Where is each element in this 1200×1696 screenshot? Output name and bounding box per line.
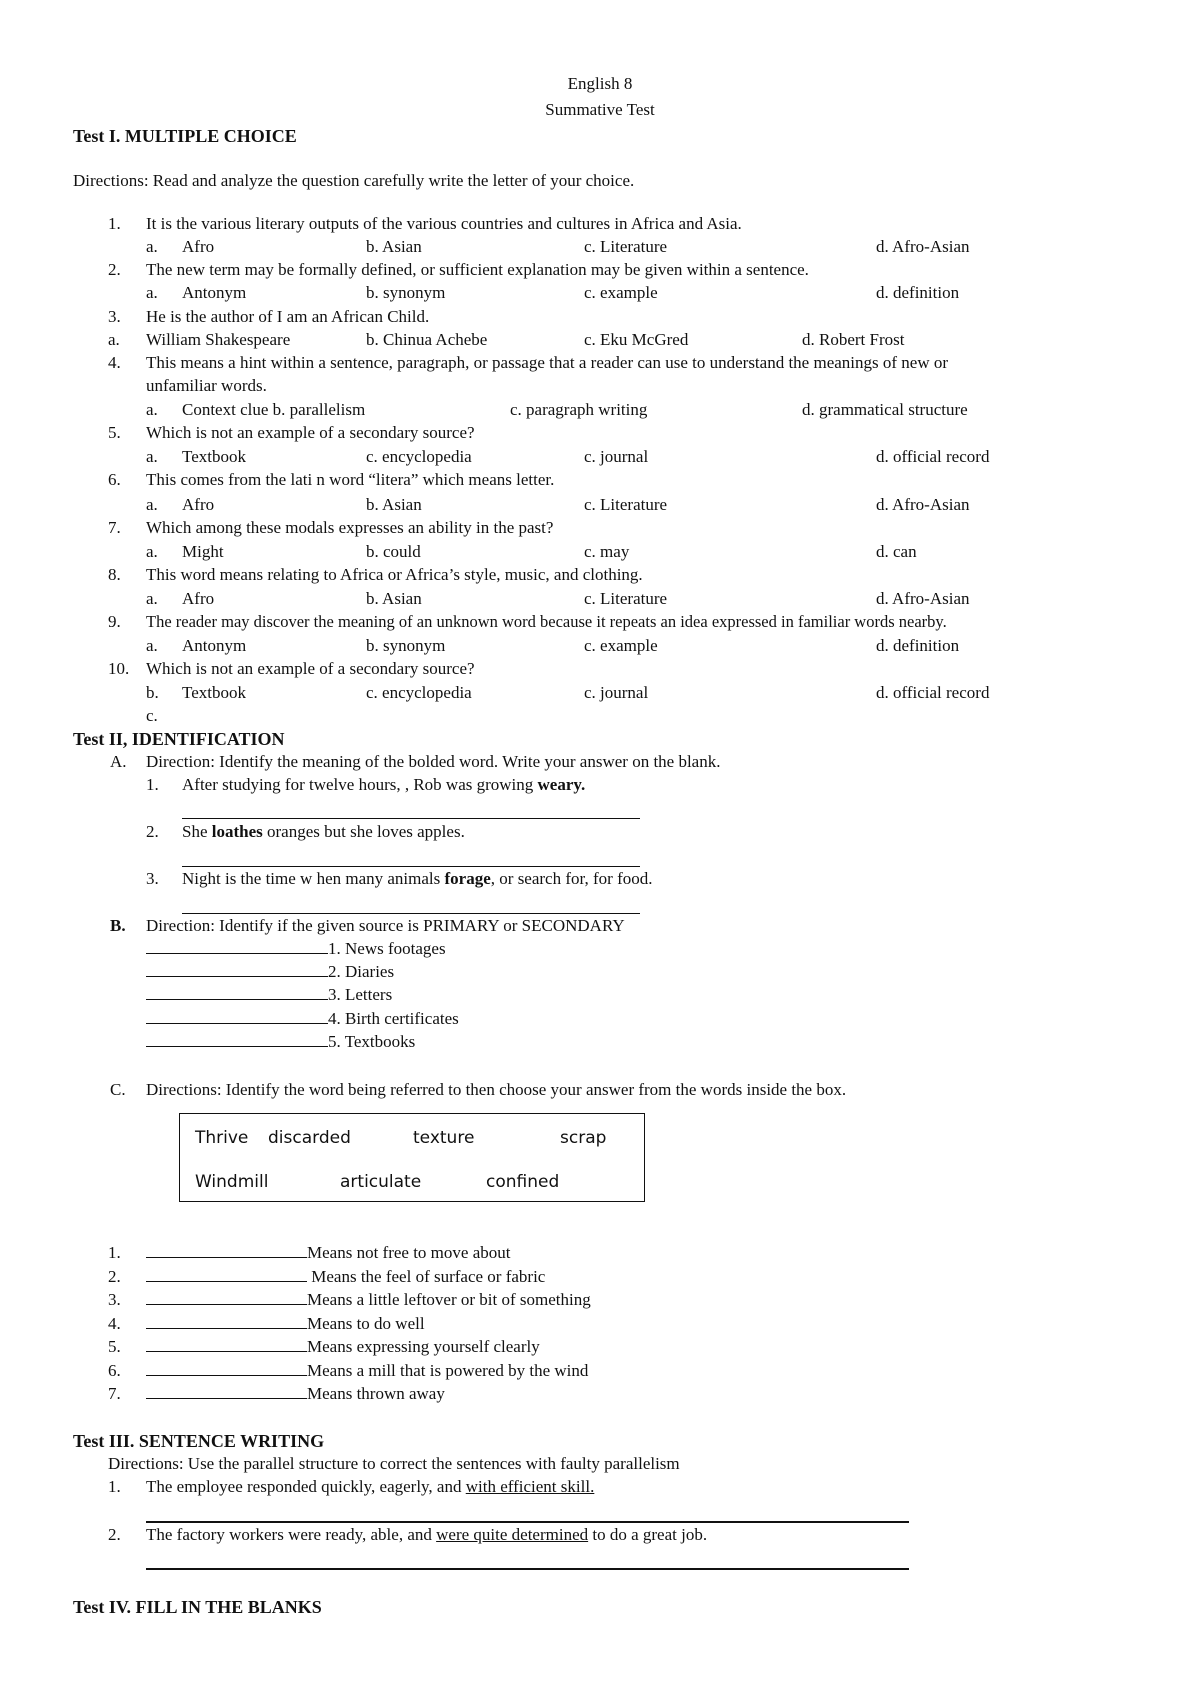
partB-item-1: 1. News footages [146,939,446,959]
partA-item3-number: 3. [146,869,159,888]
q7-number: 7. [108,518,121,537]
test2-partC-direction: Directions: Identify the word being referred to then choose your answer from the words inside the box. [146,1080,847,1099]
q9-option-b: b. synonym [366,636,446,655]
q6-option-c: c. Literature [584,495,668,514]
document-subject: English 8 [567,74,633,93]
q5-option-a-letter: a. [146,447,158,466]
word-choice-discarded: discarded [268,1128,351,1148]
test1-directions: Directions: Read and analyze the question carefully write the letter of your choice. [73,171,635,190]
q10-option-a-letter: b. [146,683,159,702]
q10-option-b: c. encyclopedia [366,683,472,702]
word-choice-texture: texture [413,1128,475,1148]
q3-option-a: William Shakespeare [146,330,291,349]
partB-item-3: 3. Letters [146,985,392,1005]
partA-item3-sentence: Night is the time w hen many animals forage, or search for, for food. [182,869,653,888]
q7-option-a: Might [182,542,224,561]
q4-option-d: d. grammatical structure [802,400,968,419]
q7-option-b: b. could [366,542,421,561]
q9-number: 9. [108,612,121,631]
q6-option-a: Afro [182,495,215,514]
partC-item2: Means the feel of surface or fabric [146,1267,545,1287]
partC-item3-number: 3. [108,1290,121,1309]
q8-option-b: b. Asian [366,589,422,608]
partC-item5-blank[interactable] [146,1337,307,1352]
partC-item6-number: 6. [108,1361,121,1380]
partC-item4: Means to do well [146,1314,425,1334]
q7-text: Which among these modals expresses an ability in the past? [146,518,554,537]
word-choice-scrap: scrap [560,1128,607,1148]
q3-text: He is the author of I am an African Child. [146,307,430,326]
partC-item7: Means thrown away [146,1384,445,1404]
test3-directions: Directions: Use the parallel structure to correct the sentences with faulty parallelism [108,1454,680,1473]
q5-option-c: c. journal [584,447,649,466]
q5-text: Which is not an example of a secondary source? [146,423,475,442]
q3-option-d: d. Robert Frost [802,330,905,349]
partC-item7-blank[interactable] [146,1384,307,1399]
q6-option-a-letter: a. [146,495,158,514]
q10-extra-letter: c. [146,706,158,725]
q7-option-d: d. can [876,542,917,561]
partC-item5: Means expressing yourself clearly [146,1337,540,1357]
q2-option-b: b. synonym [366,283,446,302]
partA-item1-bold-word: weary. [537,775,586,794]
q2-text: The new term may be formally defined, or sufficient explanation may be given within a sentence. [146,260,809,279]
q8-option-a: Afro [182,589,215,608]
partB-item-1-blank[interactable] [146,939,328,954]
q4-option-a: Context clue b. parallelism [182,400,366,419]
partA-item1-sentence: After studying for twelve hours, , Rob was growing weary. [182,775,586,794]
word-choice-thrive: Thrive [195,1128,249,1148]
test3-sentence1: The employee responded quickly, eagerly, and with efficient skill. [146,1477,595,1496]
test2-title: Test II, IDENTIFICATION [73,729,285,749]
q8-number: 8. [108,565,121,584]
test3-s1-number: 1. [108,1477,121,1496]
test3-sentence2: The factory workers were ready, able, and were quite determined to do a great job. [146,1525,708,1544]
q1-option-c: c. Literature [584,237,668,256]
q7-option-c: c. may [584,542,630,561]
word-choice-articulate: articulate [340,1172,422,1192]
q10-option-d: d. official record [876,683,990,702]
q3-option-c: c. Eku McGred [584,330,689,349]
q8-option-d: d. Afro-Asian [876,589,970,608]
partB-item-5-blank[interactable] [146,1032,328,1047]
q9-option-a: Antonym [182,636,247,655]
q6-option-d: d. Afro-Asian [876,495,970,514]
partA-item2-sentence: She loathes oranges but she loves apples. [182,822,465,841]
q1-number: 1. [108,214,121,233]
word-choice-windmill: Windmill [195,1172,269,1192]
partA-item3-answer-blank[interactable] [182,913,640,914]
q9-text: The reader may discover the meaning of an unknown word because it repeats an idea expressed in familiar words nearby. [146,612,947,631]
q8-text: This word means relating to Africa or Africa’s style, music, and clothing. [146,565,643,584]
q9-option-c: c. example [584,636,658,655]
partC-item3: Means a little leftover or bit of something [146,1290,591,1310]
q6-text: This comes from the lati n word “litera” which means letter. [146,470,555,489]
word-choice-box [179,1113,645,1202]
q3-option-b: b. Chinua Achebe [366,330,488,349]
partC-item6: Means a mill that is powered by the wind [146,1361,588,1381]
q3-option-a-letter: a. [108,330,120,349]
partC-item3-blank[interactable] [146,1290,307,1305]
q1-text: It is the various literary outputs of the various countries and cultures in Africa and Asia. [146,214,742,233]
partA-item2-answer-blank[interactable] [182,866,640,867]
partC-item4-number: 4. [108,1314,121,1333]
q2-option-d: d. definition [876,283,960,302]
test3-title: Test III. SENTENCE WRITING [73,1431,325,1451]
test3-sentence2-faulty-part: were quite determined [436,1525,589,1544]
partB-item-4-blank[interactable] [146,1009,328,1024]
q4-text-line1: This means a hint within a sentence, paragraph, or passage that a reader can use to understand the meanings of new or [146,353,949,372]
test3-sentence1-answer-line[interactable] [146,1521,909,1523]
partB-item-2: 2. Diaries [146,962,394,982]
q8-option-a-letter: a. [146,589,158,608]
q2-number: 2. [108,260,121,279]
test2-partB-letter: B. [110,916,126,935]
test4-title: Test IV. FILL IN THE BLANKS [73,1597,322,1617]
test2-partB-direction: Direction: Identify if the given source is PRIMARY or SECONDARY [146,916,625,935]
q6-number: 6. [108,470,121,489]
q5-number: 5. [108,423,121,442]
partC-item1-blank[interactable] [146,1243,307,1258]
partC-item1-number: 1. [108,1243,121,1262]
partC-item1: Means not free to move about [146,1243,510,1263]
test2-partA-direction: Direction: Identify the meaning of the bolded word. Write your answer on the blank. [146,752,721,771]
test1-title: Test I. MULTIPLE CHOICE [73,126,297,146]
partB-item-2-blank[interactable] [146,962,328,977]
test3-sentence2-answer-line[interactable] [146,1568,909,1570]
q3-number: 3. [108,307,121,326]
q9-option-d: d. definition [876,636,960,655]
q2-option-c: c. example [584,283,658,302]
partA-item3-bold-word: forage [444,869,491,888]
q4-option-c: c. paragraph writing [510,400,648,419]
partB-item-3-blank[interactable] [146,985,328,1000]
q5-option-a: Textbook [182,447,246,466]
q4-number: 4. [108,353,121,372]
partA-item2-bold-word: loathes [211,822,263,841]
q5-option-b: c. encyclopedia [366,447,472,466]
test2-partC-letter: C. [110,1080,126,1099]
partC-item7-number: 7. [108,1384,121,1403]
partA-item1-answer-blank[interactable] [182,818,640,819]
q6-option-b: b. Asian [366,495,422,514]
partC-item5-number: 5. [108,1337,121,1356]
partC-item4-blank[interactable] [146,1314,307,1329]
q7-option-a-letter: a. [146,542,158,561]
q10-option-c: c. journal [584,683,649,702]
q1-option-a-letter: a. [146,237,158,256]
partB-item-5: 5. Textbooks [146,1032,415,1052]
q1-option-b: b. Asian [366,237,422,256]
q2-option-a: Antonym [182,283,247,302]
q4-text-line2: unfamiliar words. [146,376,267,395]
q8-option-c: c. Literature [584,589,668,608]
partA-item2-number: 2. [146,822,159,841]
document-test-type: Summative Test [545,100,655,119]
word-choice-confined: confined [486,1172,560,1192]
test3-s2-number: 2. [108,1525,121,1544]
test2-partA-letter: A. [110,752,127,771]
q10-option-a: Textbook [182,683,246,702]
test3-sentence1-faulty-part: with efficient skill. [465,1477,595,1496]
partC-item2-number: 2. [108,1267,121,1286]
partC-item6-blank[interactable] [146,1361,307,1376]
partA-item1-number: 1. [146,775,159,794]
partB-item-4: 4. Birth certificates [146,1009,459,1029]
q9-option-a-letter: a. [146,636,158,655]
partC-item2-blank[interactable] [146,1267,307,1282]
q10-text: Which is not an example of a secondary source? [146,659,475,678]
q1-option-a: Afro [182,237,215,256]
q5-option-d: d. official record [876,447,990,466]
q1-option-d: d. Afro-Asian [876,237,970,256]
q2-option-a-letter: a. [146,283,158,302]
q4-option-a-letter: a. [146,400,158,419]
q10-number: 10. [108,659,130,678]
